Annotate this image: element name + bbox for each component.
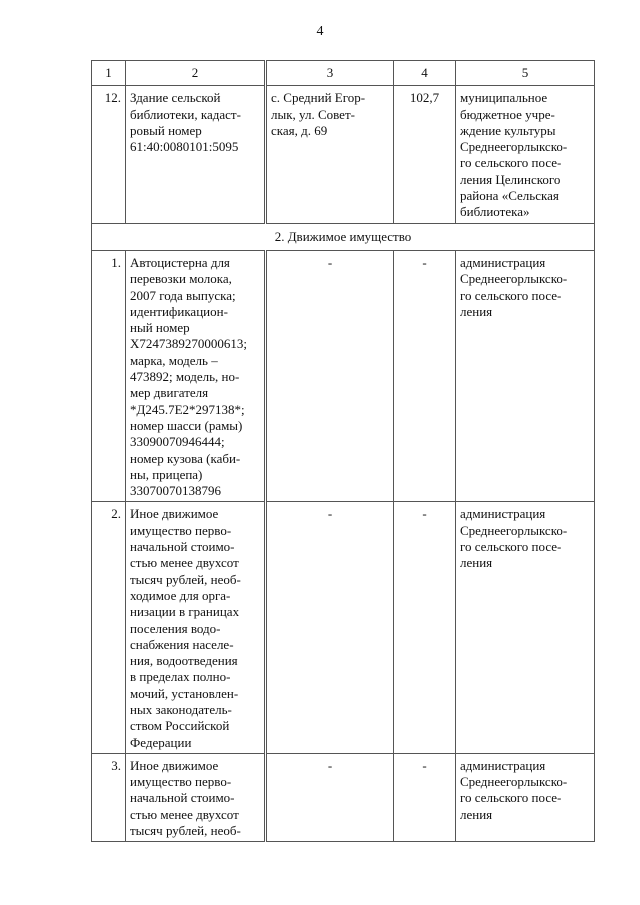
header-cell-5: 5 (456, 61, 595, 86)
table-row (92, 86, 595, 223)
header-cell-2: 2 (126, 61, 266, 86)
property-name: Иное движимое имущество перво- начальной стоимо- стью менее двухсот тысяч рублей, необ- ходимое для орга- низации в границах поселения водо- снабжения населе- ния, водоотведения в пределах полно- мочий, установлен- ных законодатель- ством Российской Федерации (126, 502, 266, 753)
row-number: 2. (92, 502, 126, 753)
row-number: 3. (92, 753, 126, 841)
table-row (92, 753, 595, 841)
row-number: 12. (92, 86, 126, 223)
table-row (92, 250, 595, 501)
property-holder: администрация Среднеегорлыкско- го сельского посе- ления (456, 502, 595, 753)
row-number: 1. (92, 250, 126, 501)
property-name: Автоцистерна для перевозки молока, 2007 года выпуска; идентификацион- ный номер X7247389270000613; марка, модель – 473892; модель, но- мер двигателя *Д245.7Е2*297138*; номер шасси (рамы) 33090070946444; номер кузова (каби- ны, прицепа) 33070070138796 (126, 250, 266, 501)
header-cell-3: 3 (266, 61, 394, 86)
property-table (91, 60, 595, 842)
property-address: - (266, 250, 394, 501)
property-address: - (266, 502, 394, 753)
table-header-row (92, 61, 595, 86)
property-holder: администрация Среднеегорлыкско- го сельского посе- ления (456, 250, 595, 501)
page-number: 4 (316, 24, 324, 39)
property-area: - (394, 753, 456, 841)
property-area: - (394, 250, 456, 501)
header-cell-4: 4 (394, 61, 456, 86)
property-holder: муниципальное бюджетное учре- ждение культуры Среднеегорлыкско- го сельского посе- ления Целинского района «Сельская библиотека» (456, 86, 595, 223)
property-name: Здание сельской библиотеки, кадаст- ровый номер 61:40:0080101:5095 (126, 86, 266, 223)
property-address: - (266, 753, 394, 841)
property-address: с. Средний Егор- лык, ул. Совет- ская, д. 69 (266, 86, 394, 223)
section-row (92, 223, 595, 250)
section-title: 2. Движимое имущество (92, 223, 595, 250)
property-name: Иное движимое имущество перво- начальной стоимо- стью менее двухсот тысяч рублей, необ- (126, 753, 266, 841)
header-cell-1: 1 (92, 61, 126, 86)
property-area: - (394, 502, 456, 753)
table-row (92, 502, 595, 753)
property-holder: администрация Среднеегорлыкско- го сельского посе- ления (456, 753, 595, 841)
property-area: 102,7 (394, 86, 456, 223)
